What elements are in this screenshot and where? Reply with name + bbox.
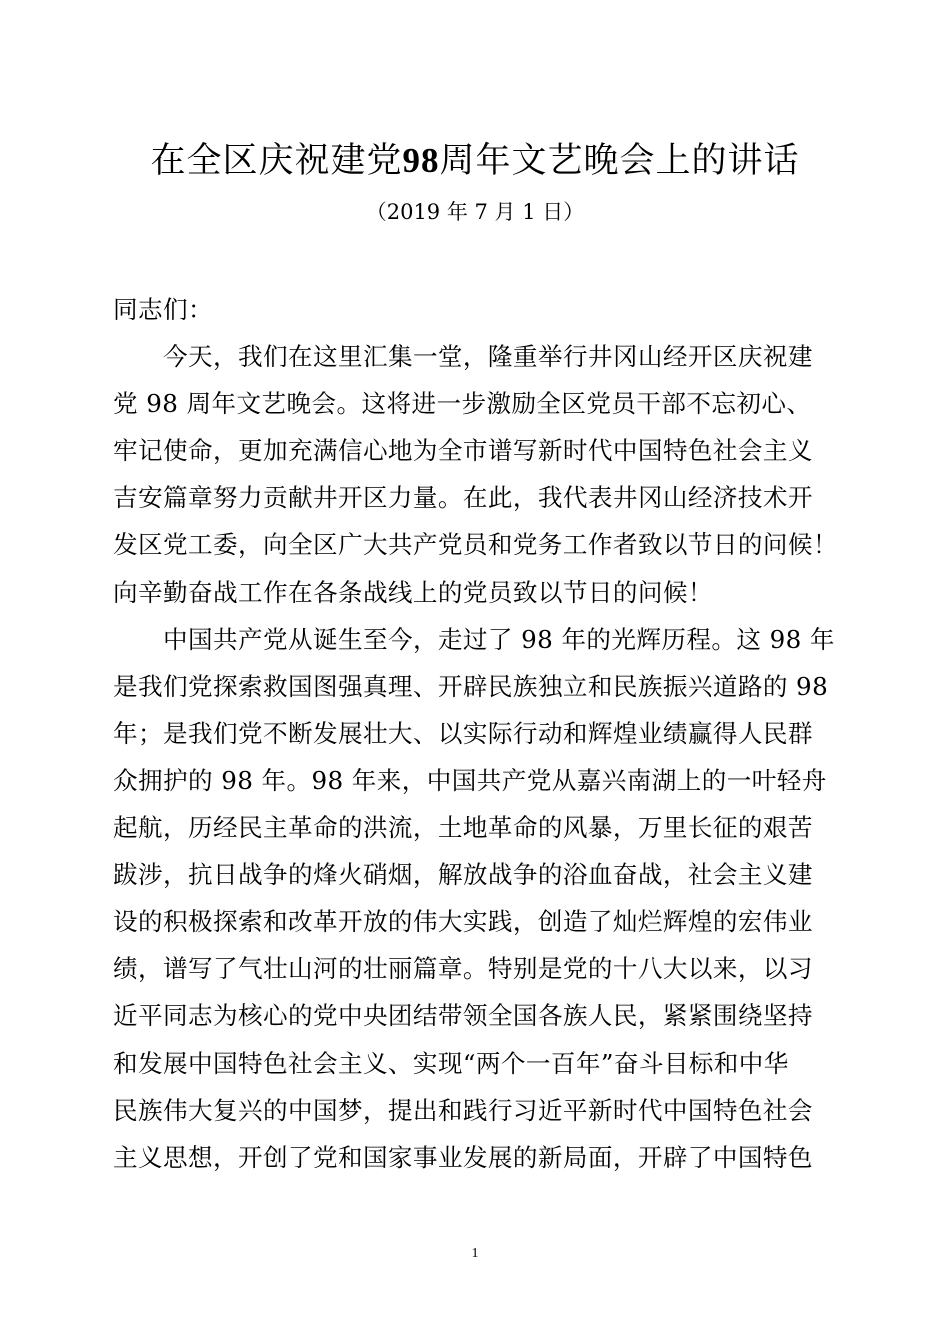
body-line: 和发展中国特色社会主义、实现“两个一百年”奋斗目标和中华 <box>113 1048 789 1078</box>
body-line: 年；是我们党不断发展壮大、以实际行动和辉煌业绩赢得人民群 <box>113 718 813 748</box>
body-line: 向辛勤奋战工作在各条战线上的党员致以节日的问候！ <box>113 577 713 607</box>
document-title <box>0 134 950 188</box>
body-line: 发区党工委，向全区广大共产党员和党务工作者致以节日的问候！ <box>113 530 838 560</box>
body-line: 设的积极探索和改革开放的伟大实践，创造了灿烂辉煌的宏伟业 <box>113 907 813 937</box>
document-date: （2019 年 7 月 1 日） <box>365 200 585 224</box>
body-line: 吉安篇章努力贡献井开区力量。在此，我代表井冈山经济技术开 <box>113 483 813 513</box>
body-line: 众拥护的 98 年。98 年来，中国共产党从嘉兴南湖上的一叶轻舟 <box>113 765 827 795</box>
body-line: 是我们党探索救国图强真理、开辟民族独立和民族振兴道路的 98 <box>113 671 829 701</box>
body-line: 主义思想，开创了党和国家事业发展的新局面，开辟了中国特色 <box>113 1142 813 1172</box>
title-text-after: 周年文艺晚会上的讲话 <box>439 141 800 181</box>
body-line: 起航，历经民主革命的洪流，土地革命的风暴，万里长征的艰苦 <box>113 813 813 843</box>
body-line: 牢记使命，更加充满信心地为全市谱写新时代中国特色社会主义 <box>113 436 813 466</box>
page-number: 1 <box>471 1246 479 1261</box>
title-text-before: 在全区庆祝建党 <box>150 141 403 181</box>
body-line: 跋涉，抗日战争的烽火硝烟，解放战争的浴血奋战，社会主义建 <box>113 860 813 890</box>
body-line: 近平同志为核心的党中央团结带领全国各族人民，紧紧围绕坚持 <box>113 1001 813 1031</box>
salutation-line: 同志们： <box>113 295 213 324</box>
body-line: 民族伟大复兴的中国梦，提出和践行习近平新时代中国特色社会 <box>113 1095 813 1125</box>
document-body <box>113 286 843 1181</box>
body-line: 中国共产党从诞生至今，走过了 98 年的光辉历程。这 98 年 <box>163 624 835 654</box>
body-line: 党 98 周年文艺晚会。这将进一步激励全区党员干部不忘初心、 <box>113 389 812 419</box>
body-line: 今天，我们在这里汇集一堂，隆重举行井冈山经开区庆祝建 <box>163 342 813 372</box>
title-number: 98 <box>402 141 440 180</box>
body-line: 绩，谱写了气壮山河的壮丽篇章。特别是党的十八大以来，以习 <box>113 954 813 984</box>
